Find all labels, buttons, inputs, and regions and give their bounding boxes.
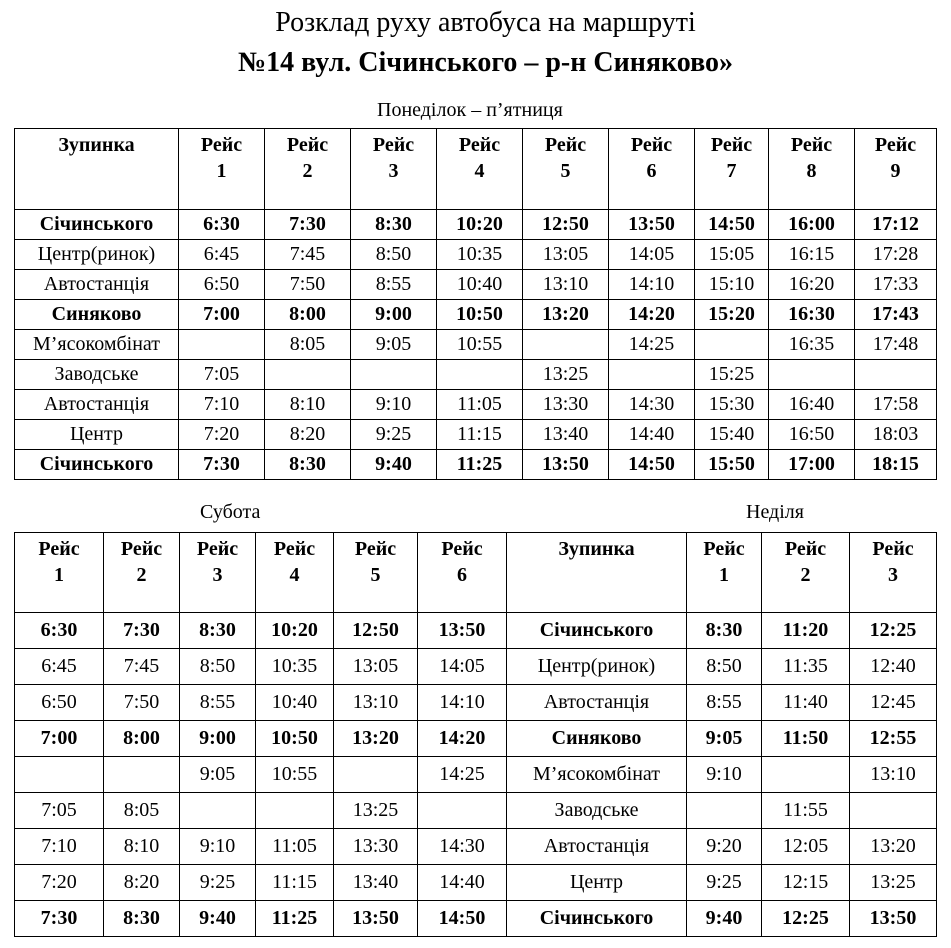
time-cell: 12:25 [762, 901, 850, 937]
time-cell: 13:25 [334, 793, 418, 829]
time-cell: 15:40 [695, 420, 769, 450]
time-cell: 13:20 [334, 721, 418, 757]
time-cell [523, 330, 609, 360]
time-cell: 13:05 [334, 649, 418, 685]
header-trip-1 [15, 533, 104, 613]
time-cell: 11:15 [437, 420, 523, 450]
table-row [507, 649, 937, 685]
time-cell [695, 330, 769, 360]
time-cell: 14:50 [418, 901, 507, 937]
title-line-2: №14 вул. Січинського – р-н Синяково» [237, 47, 734, 78]
time-cell: 6:30 [15, 613, 104, 649]
time-cell: 10:20 [256, 613, 334, 649]
time-cell: 15:10 [695, 270, 769, 300]
time-cell: 11:25 [256, 901, 334, 937]
time-cell [769, 360, 855, 390]
stop-name-cell: Центр(ринок) [507, 649, 687, 685]
time-cell: 7:45 [104, 649, 180, 685]
time-cell: 8:20 [265, 420, 351, 450]
table-row [507, 613, 937, 649]
table-row [15, 210, 937, 240]
time-cell: 7:30 [179, 450, 265, 480]
time-cell: 13:05 [523, 240, 609, 270]
title-line-1: Розклад руху автобуса на маршруті [275, 7, 696, 38]
header-trip-5 [523, 129, 609, 210]
time-cell: 14:05 [418, 649, 507, 685]
time-cell: 7:10 [15, 829, 104, 865]
header-row [15, 129, 937, 210]
stop-name-cell: Синяково [507, 721, 687, 757]
header-trip-6 [418, 533, 507, 613]
time-cell: 9:40 [180, 901, 256, 937]
time-cell: 9:25 [351, 420, 437, 450]
sunday-caption: Неділя [746, 501, 804, 523]
header-label: Рейс 6 [630, 134, 673, 182]
time-cell: 12:40 [850, 649, 937, 685]
header-stop [507, 533, 687, 613]
time-cell: 14:30 [609, 390, 695, 420]
time-cell: 13:50 [609, 210, 695, 240]
time-cell: 7:30 [265, 210, 351, 240]
time-cell: 17:28 [855, 240, 937, 270]
time-cell: 15:50 [695, 450, 769, 480]
time-cell [437, 360, 523, 390]
time-cell: 9:40 [687, 901, 762, 937]
time-cell: 11:05 [256, 829, 334, 865]
header-label: Рейс 1 [38, 538, 80, 586]
header-row [507, 533, 937, 613]
time-cell: 14:20 [418, 721, 507, 757]
time-cell: 10:20 [437, 210, 523, 240]
header-trip-2 [104, 533, 180, 613]
time-cell: 7:05 [179, 360, 265, 390]
table-row [15, 865, 507, 901]
time-cell: 13:50 [850, 901, 937, 937]
table-row [15, 240, 937, 270]
time-cell: 13:30 [523, 390, 609, 420]
time-cell [762, 757, 850, 793]
time-cell: 8:00 [104, 721, 180, 757]
weekday-schedule-table [14, 128, 937, 480]
time-cell: 8:50 [687, 649, 762, 685]
time-cell: 8:50 [180, 649, 256, 685]
time-cell: 9:10 [687, 757, 762, 793]
header-label: Рейс 6 [441, 538, 483, 586]
time-cell: 17:33 [855, 270, 937, 300]
time-cell: 15:30 [695, 390, 769, 420]
time-cell: 7:20 [179, 420, 265, 450]
time-cell: 9:00 [180, 721, 256, 757]
time-cell: 9:05 [180, 757, 256, 793]
time-cell: 11:05 [437, 390, 523, 420]
table-row [507, 829, 937, 865]
time-cell: 11:15 [256, 865, 334, 901]
header-trip-1 [179, 129, 265, 210]
time-cell: 16:20 [769, 270, 855, 300]
time-cell: 16:15 [769, 240, 855, 270]
time-cell: 6:50 [179, 270, 265, 300]
table-row [15, 901, 507, 937]
time-cell: 6:45 [179, 240, 265, 270]
header-trip-9 [855, 129, 937, 210]
header-trip-2 [265, 129, 351, 210]
table-row [15, 829, 507, 865]
time-cell [850, 793, 937, 829]
time-cell: 9:05 [687, 721, 762, 757]
time-cell [256, 793, 334, 829]
time-cell: 13:50 [523, 450, 609, 480]
time-cell: 16:35 [769, 330, 855, 360]
table-row [15, 757, 507, 793]
table-row [507, 865, 937, 901]
time-cell: 8:55 [351, 270, 437, 300]
time-cell [104, 757, 180, 793]
saturday-schedule-table [14, 532, 507, 937]
table-row [507, 793, 937, 829]
time-cell: 8:05 [104, 793, 180, 829]
time-cell: 11:50 [762, 721, 850, 757]
header-label: Рейс 3 [872, 538, 914, 586]
time-cell [418, 793, 507, 829]
time-cell: 14:20 [609, 300, 695, 330]
time-cell: 10:55 [256, 757, 334, 793]
time-cell: 8:50 [351, 240, 437, 270]
time-cell: 16:30 [769, 300, 855, 330]
stop-name-cell: Січинського [507, 901, 687, 937]
header-trip-5 [334, 533, 418, 613]
header-label: Рейс 5 [544, 134, 587, 182]
time-cell: 6:50 [15, 685, 104, 721]
time-cell: 8:30 [351, 210, 437, 240]
header-label: Рейс 2 [120, 538, 163, 586]
time-cell: 9:20 [687, 829, 762, 865]
table-row [507, 721, 937, 757]
time-cell: 16:00 [769, 210, 855, 240]
header-label: Рейс 9 [874, 134, 917, 182]
time-cell: 11:40 [762, 685, 850, 721]
time-cell: 14:50 [609, 450, 695, 480]
time-cell: 10:55 [437, 330, 523, 360]
time-cell: 8:05 [265, 330, 351, 360]
header-trip-8 [769, 129, 855, 210]
time-cell: 14:10 [418, 685, 507, 721]
stop-name-cell: Заводське [15, 360, 179, 390]
time-cell: 15:05 [695, 240, 769, 270]
time-cell [180, 793, 256, 829]
stop-name-cell: Автостанція [15, 390, 179, 420]
time-cell [179, 330, 265, 360]
header-label: Рейс 4 [458, 134, 501, 182]
time-cell: 16:40 [769, 390, 855, 420]
header-trip-4 [256, 533, 334, 613]
stop-name-cell: Центр [15, 420, 179, 450]
time-cell: 12:45 [850, 685, 937, 721]
stop-name-cell: Синяково [15, 300, 179, 330]
time-cell: 15:20 [695, 300, 769, 330]
time-cell: 8:10 [104, 829, 180, 865]
time-cell: 7:20 [15, 865, 104, 901]
sunday-schedule-table [506, 532, 937, 937]
time-cell: 9:00 [351, 300, 437, 330]
time-cell: 8:30 [265, 450, 351, 480]
header-row [15, 533, 507, 613]
table-row [507, 901, 937, 937]
header-label: Рейс 3 [196, 538, 239, 586]
header-label: Рейс 7 [710, 134, 753, 182]
header-label: Рейс 8 [790, 134, 833, 182]
time-cell: 14:40 [609, 420, 695, 450]
weekday-caption: Понеділок – п’ятниця [377, 99, 563, 121]
time-cell [687, 793, 762, 829]
time-cell: 13:25 [523, 360, 609, 390]
time-cell: 7:10 [179, 390, 265, 420]
header-label: Рейс 2 [784, 538, 827, 586]
time-cell: 17:00 [769, 450, 855, 480]
time-cell: 7:00 [15, 721, 104, 757]
header-label: Рейс 2 [286, 134, 329, 182]
stop-name-cell: Центр [507, 865, 687, 901]
stop-name-cell: Автостанція [507, 829, 687, 865]
time-cell: 11:20 [762, 613, 850, 649]
time-cell: 8:30 [104, 901, 180, 937]
header-trip-1 [687, 533, 762, 613]
time-cell: 9:40 [351, 450, 437, 480]
time-cell: 12:05 [762, 829, 850, 865]
table-row [15, 721, 507, 757]
time-cell: 7:45 [265, 240, 351, 270]
stop-name-cell: Січинського [15, 210, 179, 240]
time-cell: 9:25 [180, 865, 256, 901]
stop-name-cell: Автостанція [15, 270, 179, 300]
time-cell: 13:25 [850, 865, 937, 901]
table-row [15, 330, 937, 360]
time-cell: 8:55 [687, 685, 762, 721]
time-cell: 17:12 [855, 210, 937, 240]
time-cell: 9:25 [687, 865, 762, 901]
time-cell: 13:20 [523, 300, 609, 330]
time-cell: 13:40 [334, 865, 418, 901]
time-cell: 13:10 [523, 270, 609, 300]
time-cell [855, 360, 937, 390]
time-cell: 9:05 [351, 330, 437, 360]
header-label: Зупинка [58, 134, 135, 156]
time-cell: 10:40 [437, 270, 523, 300]
time-cell: 17:43 [855, 300, 937, 330]
time-cell: 14:30 [418, 829, 507, 865]
time-cell: 14:25 [609, 330, 695, 360]
time-cell: 17:58 [855, 390, 937, 420]
time-cell: 8:20 [104, 865, 180, 901]
stop-name-cell: Січинського [507, 613, 687, 649]
time-cell: 7:50 [265, 270, 351, 300]
table-row [15, 300, 937, 330]
header-stop [15, 129, 179, 210]
table-row [15, 270, 937, 300]
time-cell [351, 360, 437, 390]
time-cell: 11:35 [762, 649, 850, 685]
header-trip-7 [695, 129, 769, 210]
table-row [15, 390, 937, 420]
time-cell: 10:40 [256, 685, 334, 721]
table-row [15, 450, 937, 480]
header-label: Зупинка [558, 538, 635, 560]
table-row [15, 793, 507, 829]
stop-name-cell: М’ясокомбінат [15, 330, 179, 360]
header-trip-3 [180, 533, 256, 613]
time-cell: 8:00 [265, 300, 351, 330]
time-cell [15, 757, 104, 793]
header-label: Рейс 1 [200, 134, 243, 182]
time-cell: 13:10 [334, 685, 418, 721]
time-cell: 7:30 [15, 901, 104, 937]
table-row [15, 649, 507, 685]
time-cell: 10:50 [256, 721, 334, 757]
time-cell: 11:25 [437, 450, 523, 480]
table-row [15, 613, 507, 649]
time-cell: 13:50 [418, 613, 507, 649]
time-cell: 14:05 [609, 240, 695, 270]
header-label: Рейс 4 [273, 538, 316, 586]
header-trip-3 [351, 129, 437, 210]
time-cell: 12:50 [523, 210, 609, 240]
stop-name-cell: Автостанція [507, 685, 687, 721]
time-cell: 17:48 [855, 330, 937, 360]
time-cell [265, 360, 351, 390]
time-cell [334, 757, 418, 793]
time-cell [609, 360, 695, 390]
time-cell: 14:50 [695, 210, 769, 240]
time-cell: 13:10 [850, 757, 937, 793]
header-trip-4 [437, 129, 523, 210]
header-trip-2 [762, 533, 850, 613]
stop-name-cell: Центр(ринок) [15, 240, 179, 270]
time-cell: 12:15 [762, 865, 850, 901]
time-cell: 8:10 [265, 390, 351, 420]
stop-name-cell: Січинського [15, 450, 179, 480]
time-cell: 15:25 [695, 360, 769, 390]
time-cell: 9:10 [180, 829, 256, 865]
header-label: Рейс 3 [372, 134, 415, 182]
time-cell: 7:00 [179, 300, 265, 330]
time-cell: 10:50 [437, 300, 523, 330]
table-row [15, 420, 937, 450]
time-cell: 8:30 [180, 613, 256, 649]
time-cell: 13:30 [334, 829, 418, 865]
saturday-caption: Субота [200, 501, 261, 523]
table-row [15, 360, 937, 390]
header-label: Рейс 1 [703, 538, 745, 586]
time-cell: 14:10 [609, 270, 695, 300]
header-label: Рейс 5 [354, 538, 397, 586]
time-cell: 12:25 [850, 613, 937, 649]
header-trip-6 [609, 129, 695, 210]
time-cell: 18:15 [855, 450, 937, 480]
time-cell: 7:50 [104, 685, 180, 721]
header-trip-3 [850, 533, 937, 613]
time-cell: 14:25 [418, 757, 507, 793]
time-cell: 10:35 [437, 240, 523, 270]
time-cell: 14:40 [418, 865, 507, 901]
time-cell: 6:30 [179, 210, 265, 240]
time-cell: 9:10 [351, 390, 437, 420]
table-row [507, 757, 937, 793]
table-row [15, 685, 507, 721]
time-cell: 16:50 [769, 420, 855, 450]
time-cell: 6:45 [15, 649, 104, 685]
stop-name-cell: Заводське [507, 793, 687, 829]
table-row [507, 685, 937, 721]
time-cell: 13:40 [523, 420, 609, 450]
time-cell: 12:55 [850, 721, 937, 757]
time-cell: 7:30 [104, 613, 180, 649]
time-cell: 13:20 [850, 829, 937, 865]
time-cell: 8:55 [180, 685, 256, 721]
time-cell: 8:30 [687, 613, 762, 649]
time-cell: 10:35 [256, 649, 334, 685]
time-cell: 13:50 [334, 901, 418, 937]
stop-name-cell: М’ясокомбінат [507, 757, 687, 793]
time-cell: 18:03 [855, 420, 937, 450]
time-cell: 7:05 [15, 793, 104, 829]
time-cell: 12:50 [334, 613, 418, 649]
time-cell: 11:55 [762, 793, 850, 829]
